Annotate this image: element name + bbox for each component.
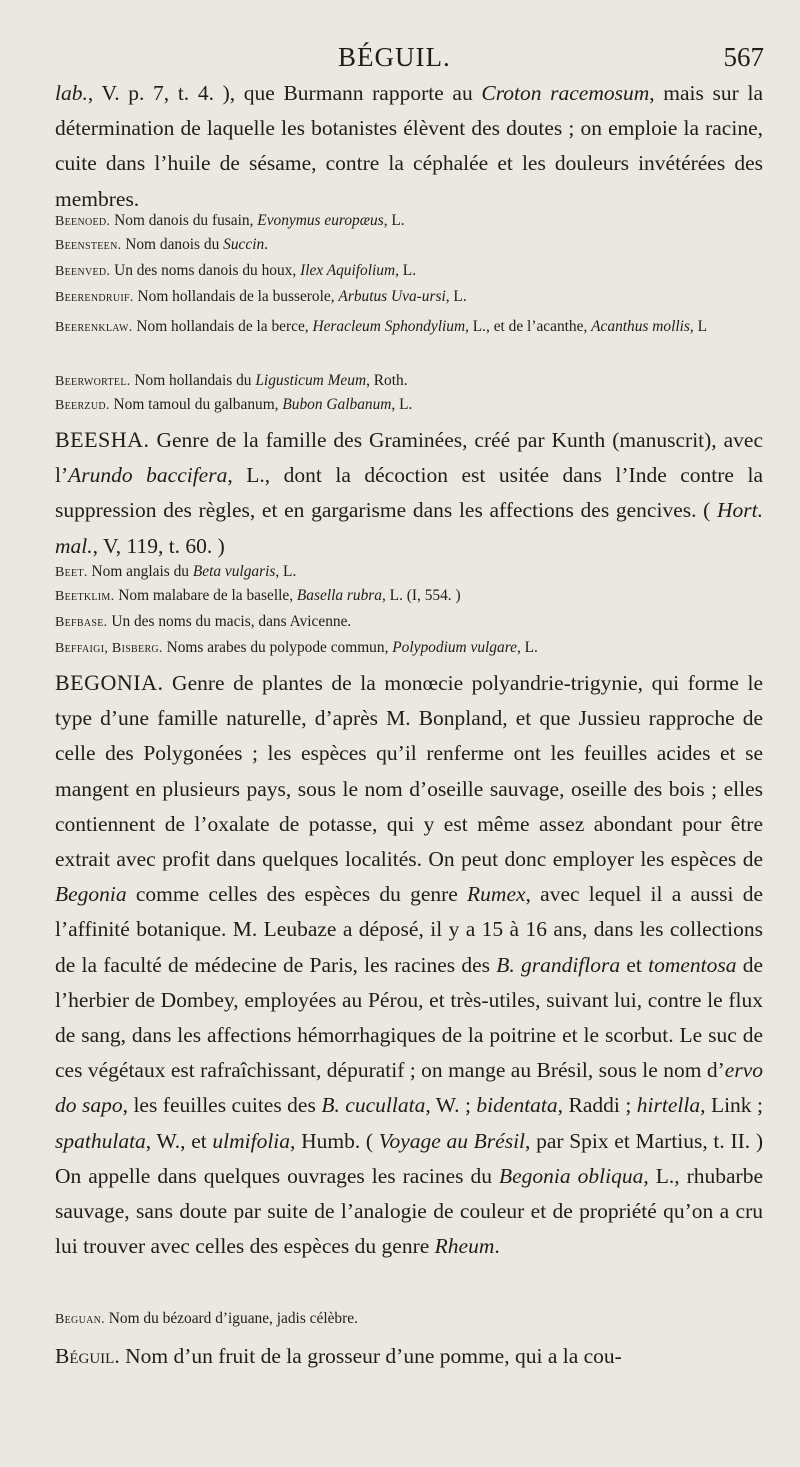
entry-beguan: Beguan. Nom du bézoard d’iguane, jadis célèbre. <box>55 1310 358 1327</box>
entry-term: Beerendruif. <box>55 290 134 305</box>
entry-beerzud: Beerzud. Nom tamoul du galbanum, Bubon Galbanum, L. <box>55 396 413 413</box>
entry-beenoed: Beenoed. Nom danois du fusain, Evonymus europæus, L. <box>55 212 405 229</box>
entry-term: Beerwortel. <box>55 374 131 389</box>
entry-term: BEESHA. <box>55 427 150 452</box>
entry-beenved: Beenved. Un des noms danois du houx, Ilex Aquifolium, L. <box>55 262 417 279</box>
entry-term: Beet. <box>55 565 88 580</box>
running-head-title: BÉGUIL. <box>338 42 451 72</box>
entry-beesha: BEESHA. Genre de la famille des Graminées, créé par Kunth (manuscrit), avec l’Arundo baccifera, L., dont la décoction est usitée dans l’Inde contre la suppression des règles, et en gargarisme dans les affections des gencives. ( Hort. mal., V, 119, t. 60. ) <box>55 427 763 558</box>
entry-beffaigi: Beffaigi, Bisberg. Noms arabes du polypode commun, Polypodium vulgare, L. <box>55 639 538 656</box>
entry-beet: Beet. Nom anglais du Beta vulgaris, L. <box>55 563 297 580</box>
entry-term: Befbase. <box>55 615 108 630</box>
page-number: 567 <box>723 42 764 72</box>
entry-term: Beenved. <box>55 264 111 279</box>
entry-term: Beerzud. <box>55 398 110 413</box>
entry-term: Beerenklaw. <box>55 320 133 335</box>
entry-term: BEGONIA. <box>55 670 164 695</box>
entry-beensteen: Beensteen. Nom danois du Succin. <box>55 236 269 253</box>
entry-beerendruif: Beerendruif. Nom hollandais de la busserole, Arbutus Uva-ursi, L. <box>55 288 467 305</box>
entry-term: Beenoed. <box>55 214 111 229</box>
entry-beetklim: Beetklim. Nom malabare de la baselle, Basella rubra, L. (I, 554. ) <box>55 587 461 604</box>
entry-term: Béguil. <box>55 1344 120 1368</box>
entry-beguil: Béguil. Nom d’un fruit de la grosseur d’une pomme, qui a la cou- <box>55 1344 622 1368</box>
entry-begonia: BEGONIA. Genre de plantes de la monœcie polyandrie-trigynie, qui forme le type d’une famille naturelle, d’après M. Bonpland, et que Jussieu rapproche de celle des Polygonées ; les espèces qu’il renferme ont les feuilles acides et se mangent en plusieurs pays, sous le nom d’oseille sauvage, oseille des bois ; elles contiennent de l’oxalate de potasse, qui y est même assez abondant pour être extrait avec profit dans quelques localités. On peut donc employer les espèces de Begonia comme celles des espèces du genre Rumex, avec lequel il a aussi de l’affinité botanique. M. Leubaze a déposé, il y a 15 à 16 ans, dans les collections de la faculté de médecine de Paris, les racines des B. grandiflora et tomentosa de l’herbier de Dombey, employées au Pérou, et très-utiles, suivant lui, contre le flux de sang, dans les affections hémorrhagiques de la poitrine et le scorbut. Le suc de ces végétaux est rafraîchissant, dépuratif ; on mange au Brésil, sous le nom d’ervo do sapo, les feuilles cuites des B. cucullata, W. ; bidentata, Raddi ; hirtella, Link ; spathulata, W., et ulmifolia, Humb. ( Voyage au Brésil, par Spix et Martius, t. II. ) On appelle dans quelques ouvrages les racines du Begonia obliqua, L., rhubarbe sauvage, sans doute par suite de l’analogie de couleur et de propriété qu’on a cru lui trouver avec celles des espèces du genre Rheum. <box>55 670 763 1259</box>
entry-term: Beffaigi, Bisberg. <box>55 641 163 656</box>
entry-beerenklaw: Beerenklaw. Nom hollandais de la berce, Heracleum Sphondylium, L., et de l’acanthe, Acanthus mollis, L <box>55 318 708 335</box>
entry-term: Beguan. <box>55 1312 105 1327</box>
entry-beerwortel: Beerwortel. Nom hollandais du Ligusticum Meum, Roth. <box>55 372 408 389</box>
paragraph-continued: lab., V. p. 7, t. 4. ), que Burmann rapporte au Croton racemosum, mais sur la détermination de laquelle les botanistes élèvent des doutes ; on emploie la racine, cuite dans l’huile de sésame, contre la céphalée et les douleurs invétérées des membres. <box>55 81 763 211</box>
entry-term: Beensteen. <box>55 238 122 253</box>
entry-term: Beetklim. <box>55 589 115 604</box>
entry-befbase: Befbase. Un des noms du macis, dans Avicenne. <box>55 613 352 630</box>
